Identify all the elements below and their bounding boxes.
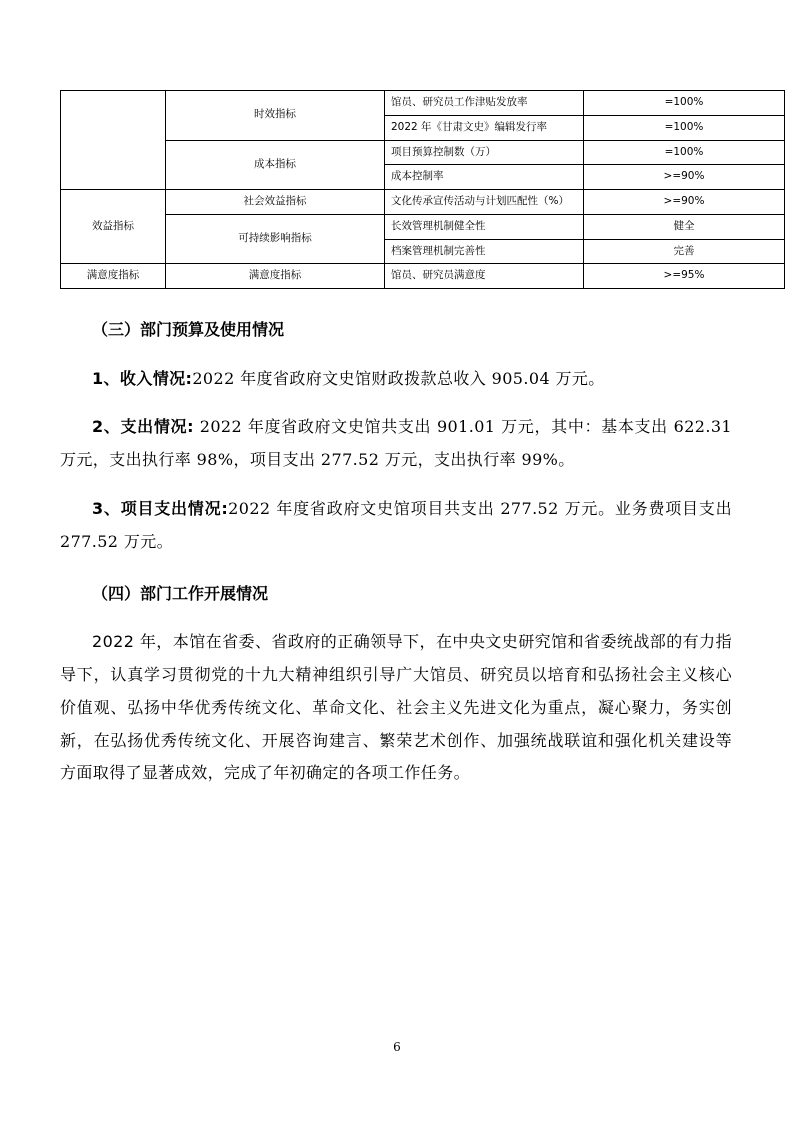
cell-category: 满意度指标: [61, 264, 166, 289]
paragraph-project-expenditure-text: 2022 年度省政府文史馆项目共支出 277.52 万元。业务费项目支出 277.52 万元。: [60, 498, 732, 551]
cell-target: >=95%: [584, 264, 785, 289]
heading-section-four: （四）部门工作开展情况: [92, 583, 269, 603]
table-row: [61, 91, 785, 116]
paragraph-income: [60, 363, 732, 396]
cell-indicator: 项目预算控制数（万）: [385, 140, 584, 165]
table-row: [61, 190, 785, 215]
cell-target: =100%: [584, 140, 785, 165]
page-number: 6: [393, 1040, 401, 1054]
cell-indicator: 馆员、研究员工作津贴发放率: [385, 91, 584, 116]
cell-category: 效益指标: [61, 190, 166, 264]
cell-target: >=90%: [584, 165, 785, 190]
heading-section-three: （三）部门预算及使用情况: [92, 320, 285, 339]
cell-target: 完善: [584, 239, 785, 264]
page-content: [60, 90, 732, 806]
cell-subcategory: 社会效益指标: [166, 190, 385, 215]
cell-indicator: 文化传承宣传活动与计划匹配性（%）: [385, 190, 584, 215]
paragraph-work-summary: 2022 年，本馆在省委、省政府的正确领导下，在中央文史研究馆和省委统战部的有力指导下，认真学习贯彻党的十九大精神组织引导广大馆员、研究员以培育和弘扬社会主义核心价值观、弘扬中华优秀传统文化、革命文化、社会主义先进文化为重点，凝心聚力，务实创新，在弘扬优秀传统文化、开展咨询建言、繁荣艺术创作、加强统战联谊和强化机关建设等方面取得了显著成效，完成了年初确定的各项工作任务。: [60, 632, 732, 783]
cell-subcategory: 成本指标: [166, 140, 385, 190]
cell-indicator: 长效管理机制健全性: [385, 214, 584, 239]
cell-subcategory: 满意度指标: [166, 264, 385, 289]
spacer: [60, 289, 732, 295]
cell-indicator: 2022 年《甘肃文史》编辑发行率: [385, 115, 584, 140]
cell-subcategory: 时效指标: [166, 91, 385, 141]
cell-category: [61, 91, 166, 190]
paragraph-expenditure-lead: 2、支出情况:: [92, 417, 194, 437]
cell-subcategory: 可持续影响指标: [166, 214, 385, 264]
table-row: [61, 214, 785, 239]
table-row: [61, 264, 785, 289]
paragraph-expenditure-text: 2022 年度省政府文史馆共支出 901.01 万元，其中：基本支出 622.31 万元，支出执行率 98%，项目支出 277.52 万元，支出执行率 99%。: [60, 417, 732, 470]
cell-target: =100%: [584, 91, 785, 116]
paragraph-income-lead: 1、收入情况:: [92, 368, 193, 388]
cell-target: =100%: [584, 115, 785, 140]
cell-target: 健全: [584, 214, 785, 239]
table-body: [61, 91, 785, 289]
paragraph-income-text: 2022 年度省政府文史馆财政拨款总收入 905.04 万元。: [192, 368, 605, 388]
paragraph-project-expenditure-lead: 3、项目支出情况:: [92, 498, 229, 518]
cell-indicator: 成本控制率: [385, 165, 584, 190]
table-row: [61, 140, 785, 165]
cell-target: >=90%: [584, 190, 785, 215]
paragraph-expenditure: [60, 411, 732, 477]
paragraph-project-expenditure: [60, 493, 732, 559]
cell-indicator: 馆员、研究员满意度: [385, 264, 584, 289]
cell-indicator: 档案管理机制完善性: [385, 239, 584, 264]
performance-indicator-table: [60, 90, 785, 289]
